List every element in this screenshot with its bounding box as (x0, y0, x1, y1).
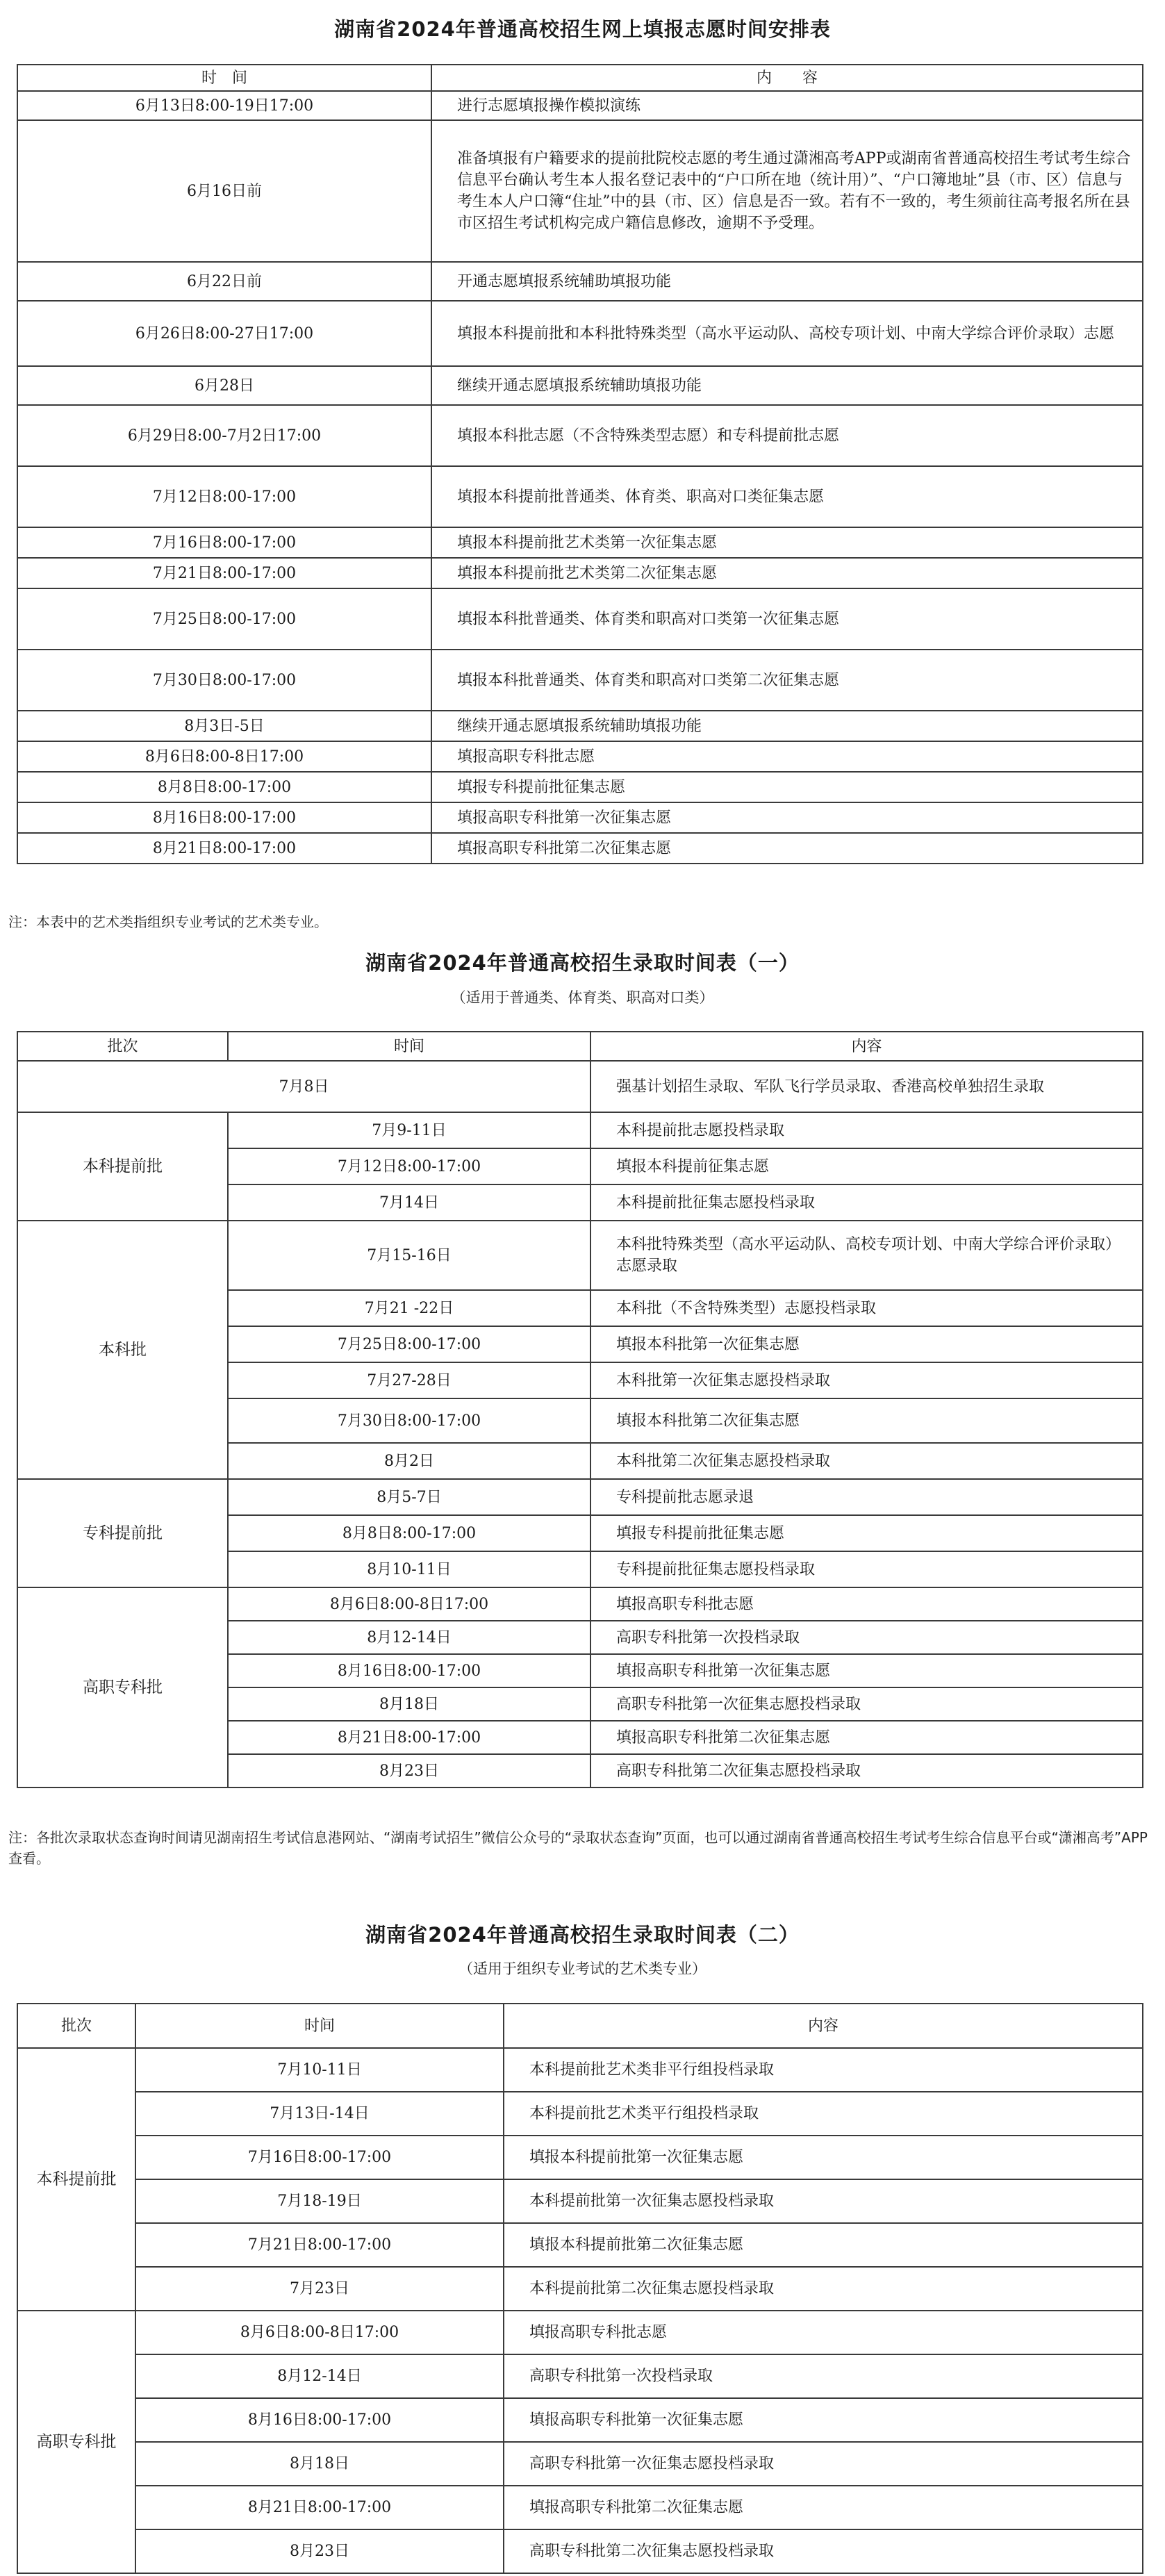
table-row (17, 527, 1143, 558)
content-cell: 填报本科提前批艺术类第二次征集志愿 (431, 558, 1143, 588)
table1-title: 湖南省2024年普通高校招生网上填报志愿时间安排表 (334, 17, 831, 41)
table2-title: 湖南省2024年普通高校招生录取时间表（一） (365, 951, 800, 975)
time-cell: 8月6日8:00-8日17:00 (17, 741, 431, 772)
content-cell: 填报高职专科批第二次征集志愿 (504, 2486, 1143, 2529)
content-cell: 填报专科提前批征集志愿 (590, 1515, 1143, 1551)
content-cell: 进行志愿填报操作模拟演练 (431, 91, 1143, 120)
column-header: 内容 (590, 1032, 1143, 1061)
time-cell: 7月25日8:00-17:00 (228, 1326, 590, 1362)
time-cell: 8月18日 (228, 1687, 590, 1721)
time-cell: 8月12-14日 (228, 1621, 590, 1654)
table-row (17, 2136, 1143, 2179)
table-row (17, 1587, 1143, 1621)
time-cell: 8月8日8:00-17:00 (17, 772, 431, 802)
time-cell: 8月16日8:00-17:00 (135, 2398, 504, 2442)
time-cell: 6月28日 (17, 366, 431, 405)
table2-note: 注：各批次录取状态查询时间请见湖南招生考试信息港网站、“湖南考试招生”微信公众号的“录取状态查询”页面，也可以通过湖南省普通高校招生考试考生综合信息平台或“潇湘高考”APP查看。 (8, 1829, 1148, 1867)
content-cell: 填报本科提前批普通类、体育类、职高对口类征集志愿 (431, 466, 1143, 527)
table2-subtitle: （适用于普通类、体育类、职高对口类） (451, 989, 714, 1006)
time-cell: 8月8日8:00-17:00 (228, 1515, 590, 1551)
content-cell: 填报本科提前批第一次征集志愿 (504, 2136, 1143, 2179)
content-cell: 本科批第二次征集志愿投档录取 (590, 1443, 1143, 1479)
table-row (17, 650, 1143, 711)
batch-cell: 专科提前批 (17, 1479, 228, 1587)
time-cell: 7月10-11日 (135, 2048, 504, 2092)
content-cell: 填报高职专科批第一次征集志愿 (504, 2398, 1143, 2442)
content-cell: 高职专科批第一次征集志愿投档录取 (504, 2442, 1143, 2486)
batch-cell: 本科批 (17, 1221, 228, 1479)
time-cell: 8月18日 (135, 2442, 504, 2486)
time-cell: 7月8日 (17, 1061, 590, 1112)
table-row (17, 741, 1143, 772)
column-header: 内容 (504, 2004, 1143, 2048)
table-row (17, 1221, 1143, 1290)
time-cell: 6月16日前 (17, 120, 431, 262)
time-cell: 7月12日8:00-17:00 (17, 466, 431, 527)
content-cell: 本科提前批志愿投档录取 (590, 1112, 1143, 1148)
content-cell: 填报本科批第二次征集志愿 (590, 1398, 1143, 1443)
time-cell: 7月15-16日 (228, 1221, 590, 1290)
content-cell: 填报专科提前批征集志愿 (431, 772, 1143, 802)
time-cell: 7月13日-14日 (135, 2092, 504, 2136)
table-row (17, 2223, 1143, 2267)
content-cell: 本科提前批第二次征集志愿投档录取 (504, 2267, 1143, 2311)
table-row (17, 772, 1143, 802)
time-cell: 7月12日8:00-17:00 (228, 1148, 590, 1184)
content-cell: 填报本科批第一次征集志愿 (590, 1326, 1143, 1362)
time-cell: 7月21 -22日 (228, 1290, 590, 1326)
table-row (17, 2398, 1143, 2442)
time-cell: 8月12-14日 (135, 2354, 504, 2398)
content-cell: 专科提前批征集志愿投档录取 (590, 1551, 1143, 1587)
time-cell: 8月10-11日 (228, 1551, 590, 1587)
table-row (17, 2267, 1143, 2311)
time-cell: 6月13日8:00-19日17:00 (17, 91, 431, 120)
time-cell: 6月22日前 (17, 262, 431, 301)
content-cell: 高职专科批第一次投档录取 (504, 2354, 1143, 2398)
content-cell: 填报高职专科批志愿 (504, 2311, 1143, 2354)
table-row (17, 802, 1143, 833)
table-row (17, 466, 1143, 527)
time-cell: 7月21日8:00-17:00 (135, 2223, 504, 2267)
table-row (17, 91, 1143, 120)
content-cell: 填报本科批志愿（不含特殊类型志愿）和专科提前批志愿 (431, 405, 1143, 466)
content-cell: 填报本科提前批艺术类第一次征集志愿 (431, 527, 1143, 558)
admission-schedule-table-2 (17, 2003, 1143, 2574)
table-row (17, 2092, 1143, 2136)
time-cell: 8月3日-5日 (17, 711, 431, 741)
table-row (17, 1112, 1143, 1148)
content-cell: 高职专科批第一次征集志愿投档录取 (590, 1687, 1143, 1721)
content-cell: 填报本科批普通类、体育类和职高对口类第二次征集志愿 (431, 650, 1143, 711)
content-cell: 高职专科批第二次征集志愿投档录取 (504, 2529, 1143, 2573)
table-row (17, 2354, 1143, 2398)
column-header: 时间 (228, 1032, 590, 1061)
time-cell: 7月9-11日 (228, 1112, 590, 1148)
content-cell: 强基计划招生录取、军队飞行学员录取、香港高校单独招生录取 (590, 1061, 1143, 1112)
batch-cell: 高职专科批 (17, 1587, 228, 1787)
content-cell: 填报高职专科批第一次征集志愿 (590, 1654, 1143, 1687)
time-cell: 7月14日 (228, 1184, 590, 1221)
table-row (17, 2179, 1143, 2223)
time-cell: 6月29日8:00-7月2日17:00 (17, 405, 431, 466)
content-cell: 本科提前批艺术类平行组投档录取 (504, 2092, 1143, 2136)
table-header-row (17, 2004, 1143, 2048)
table3-title: 湖南省2024年普通高校招生录取时间表（二） (365, 1923, 800, 1947)
content-cell: 填报高职专科批第二次征集志愿 (590, 1721, 1143, 1754)
content-cell: 开通志愿填报系统辅助填报功能 (431, 262, 1143, 301)
content-cell: 填报本科提前征集志愿 (590, 1148, 1143, 1184)
table3-subtitle: （适用于组织专业考试的艺术类专业） (458, 1960, 707, 1977)
content-cell: 填报高职专科批第二次征集志愿 (431, 833, 1143, 864)
time-cell: 7月23日 (135, 2267, 504, 2311)
content-cell: 填报高职专科批志愿 (431, 741, 1143, 772)
table-row (17, 262, 1143, 301)
table-row (17, 120, 1143, 262)
time-cell: 7月16日8:00-17:00 (17, 527, 431, 558)
table-row (17, 405, 1143, 466)
time-cell: 7月25日8:00-17:00 (17, 588, 431, 650)
content-cell: 本科批特殊类型（高水平运动队、高校专项计划、中南大学综合评价录取）志愿录取 (590, 1221, 1143, 1290)
time-cell: 7月30日8:00-17:00 (228, 1398, 590, 1443)
time-cell: 8月16日8:00-17:00 (17, 802, 431, 833)
time-cell: 8月6日8:00-8日17:00 (135, 2311, 504, 2354)
content-cell: 继续开通志愿填报系统辅助填报功能 (431, 711, 1143, 741)
table-row (17, 2486, 1143, 2529)
batch-cell: 高职专科批 (17, 2311, 135, 2573)
time-cell: 8月6日8:00-8日17:00 (228, 1587, 590, 1621)
content-cell: 填报本科批普通类、体育类和职高对口类第一次征集志愿 (431, 588, 1143, 650)
time-cell: 7月27-28日 (228, 1362, 590, 1398)
table-row (17, 2048, 1143, 2092)
time-cell: 8月23日 (135, 2529, 504, 2573)
batch-cell: 本科提前批 (17, 2048, 135, 2311)
content-cell: 填报高职专科批志愿 (590, 1587, 1143, 1621)
content-cell: 高职专科批第一次投档录取 (590, 1621, 1143, 1654)
table-row (17, 366, 1143, 405)
column-header: 批次 (17, 2004, 135, 2048)
table1-note: 注：本表中的艺术类指组织专业考试的艺术类专业。 (8, 914, 328, 930)
time-cell: 8月21日8:00-17:00 (17, 833, 431, 864)
table-row (17, 1061, 1143, 1112)
batch-cell: 本科提前批 (17, 1112, 228, 1221)
content-cell: 本科批（不含特殊类型）志愿投档录取 (590, 1290, 1143, 1326)
time-cell: 7月18-19日 (135, 2179, 504, 2223)
content-cell: 专科提前批志愿录退 (590, 1479, 1143, 1515)
admission-schedule-table-1 (17, 1031, 1143, 1788)
table-row (17, 2442, 1143, 2486)
content-cell: 高职专科批第二次征集志愿投档录取 (590, 1754, 1143, 1787)
table-header-row (17, 65, 1143, 91)
time-cell: 8月21日8:00-17:00 (228, 1721, 590, 1754)
time-cell: 8月5-7日 (228, 1479, 590, 1515)
content-cell: 本科批第一次征集志愿投档录取 (590, 1362, 1143, 1398)
column-header: 批次 (17, 1032, 228, 1061)
table-row (17, 711, 1143, 741)
time-cell: 7月16日8:00-17:00 (135, 2136, 504, 2179)
table-row (17, 2311, 1143, 2354)
content-cell: 填报高职专科批第一次征集志愿 (431, 802, 1143, 833)
content-cell: 继续开通志愿填报系统辅助填报功能 (431, 366, 1143, 405)
time-cell: 8月23日 (228, 1754, 590, 1787)
time-cell: 8月21日8:00-17:00 (135, 2486, 504, 2529)
time-cell: 8月2日 (228, 1443, 590, 1479)
table-row (17, 1479, 1143, 1515)
content-cell: 准备填报有户籍要求的提前批院校志愿的考生通过潇湘高考APP或湖南省普通高校招生考试考生综合信息平台确认考生本人报名登记表中的“户口所在地（统计用）”、“户口簿地址”县（市、区）信息与考生本人户口簿“住址”中的县（市、区）信息是否一致。若有不一致的，考生须前往高考报名所在县市区招生考试机构完成户籍信息修改，逾期不予受理。 (431, 120, 1143, 262)
table-row (17, 301, 1143, 366)
table-row (17, 558, 1143, 588)
time-cell: 8月16日8:00-17:00 (228, 1654, 590, 1687)
content-cell: 填报本科提前批第二次征集志愿 (504, 2223, 1143, 2267)
time-cell: 7月21日8:00-17:00 (17, 558, 431, 588)
table-row (17, 833, 1143, 864)
column-header: 内 容 (431, 65, 1143, 91)
column-header: 时 间 (17, 65, 431, 91)
volunteer-schedule-table (17, 64, 1143, 864)
time-cell: 7月30日8:00-17:00 (17, 650, 431, 711)
table-row (17, 588, 1143, 650)
content-cell: 本科提前批征集志愿投档录取 (590, 1184, 1143, 1221)
table-header-row (17, 1032, 1143, 1061)
table-row (17, 2529, 1143, 2573)
content-cell: 填报本科提前批和本科批特殊类型（高水平运动队、高校专项计划、中南大学综合评价录取）志愿 (431, 301, 1143, 366)
content-cell: 本科提前批第一次征集志愿投档录取 (504, 2179, 1143, 2223)
column-header: 时间 (135, 2004, 504, 2048)
content-cell: 本科提前批艺术类非平行组投档录取 (504, 2048, 1143, 2092)
time-cell: 6月26日8:00-27日17:00 (17, 301, 431, 366)
